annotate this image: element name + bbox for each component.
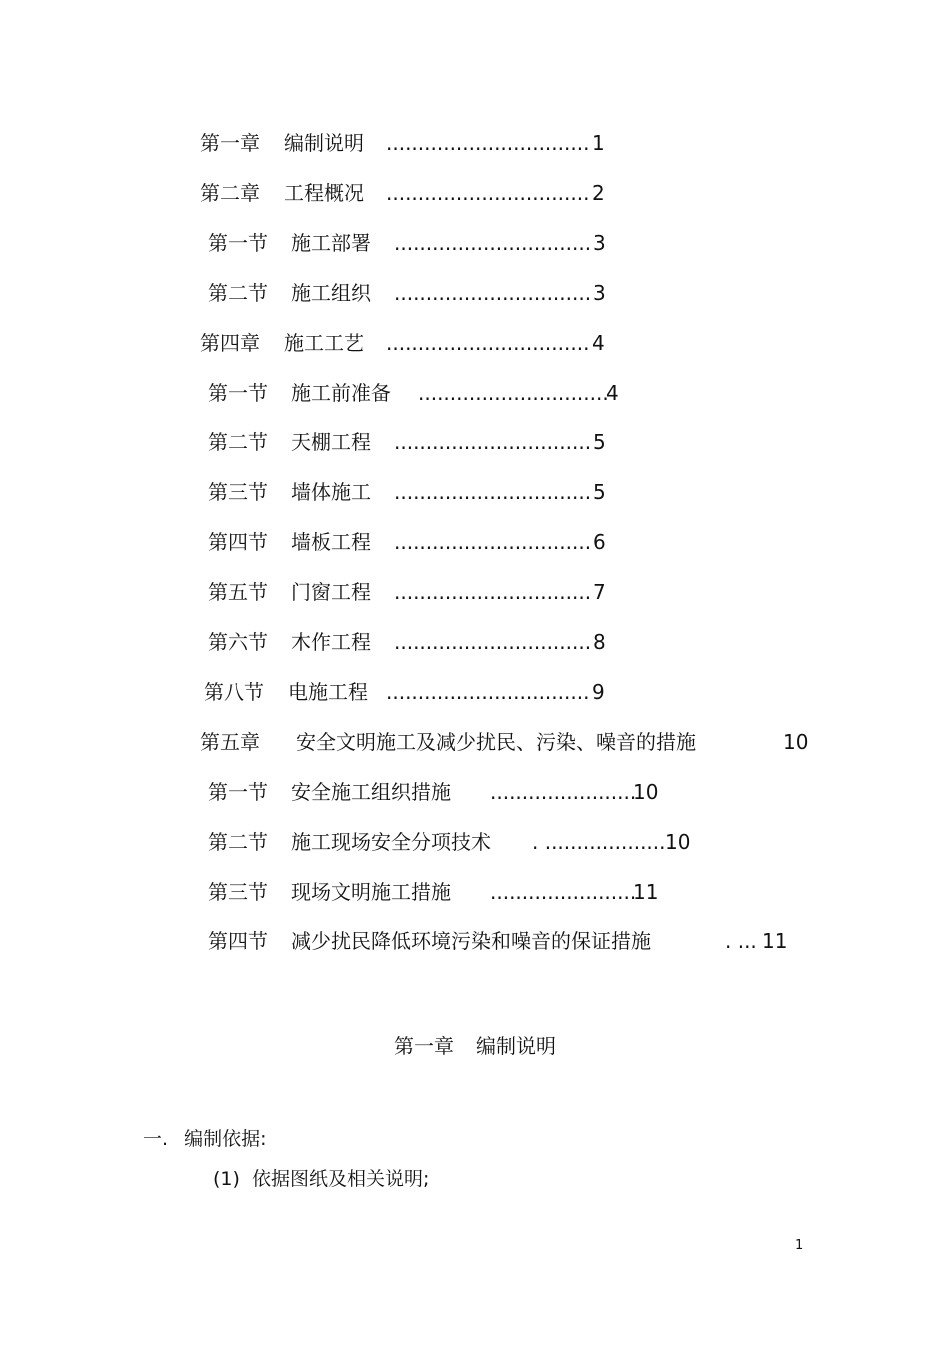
toc-entry-leader: ............................... (394, 280, 592, 305)
toc-entry-page: 1 (592, 131, 605, 155)
toc-entry-title: 工程概况 (284, 180, 364, 205)
toc-entry-title: 编制说明 (284, 131, 364, 155)
toc-entry-label: 第三节 (208, 480, 268, 505)
toc-entry-leader: ....................... (490, 879, 637, 904)
toc-entry-label: 第二节 (208, 280, 268, 305)
toc-entry-label: 第八节 (204, 679, 264, 704)
toc-entry-page: 10 (633, 779, 659, 804)
toc-entry-title: 施工前准备 (291, 380, 391, 405)
toc-entry-title: 木作工程 (291, 630, 371, 654)
toc-entry-title: 墙板工程 (291, 530, 371, 555)
toc-entry-page: 10 (665, 829, 691, 854)
toc-entry[interactable] (0, 827, 950, 857)
toc-entry-leader: .............................. (418, 380, 609, 405)
section-heading (143, 1124, 267, 1151)
toc-entry[interactable] (0, 727, 950, 757)
toc-entry-leader: . ................... (532, 829, 666, 854)
toc-entry-page: 6 (593, 530, 606, 555)
section-title: 编制依据: (184, 1128, 267, 1150)
toc-entry[interactable] (0, 378, 950, 408)
toc-entry-leader: ............................... (394, 580, 592, 605)
toc-entry-page: 3 (593, 280, 606, 305)
chapter-heading (0, 1030, 950, 1059)
toc-entry-page: 9 (592, 679, 605, 704)
toc-entry[interactable] (0, 178, 950, 208)
list-item (213, 1164, 429, 1191)
toc-entry-leader: ............................... (394, 530, 592, 555)
toc-entry-title: 施工组织 (291, 280, 371, 305)
toc-entry-page: 5 (593, 480, 606, 505)
toc-entry-title: 天棚工程 (291, 430, 371, 455)
toc-entry-title: 施工部署 (291, 230, 371, 255)
toc-entry-title: 施工工艺 (284, 330, 364, 355)
toc-entry-page: 5 (593, 430, 606, 455)
toc-entry[interactable] (0, 427, 950, 457)
toc-entry-leader: ................................ (386, 131, 590, 155)
toc-entry-title: 安全文明施工及减少扰民、污染、噪音的措施 (296, 729, 696, 754)
toc-entry-page: 3 (593, 230, 606, 255)
page-number: 1 (795, 1238, 804, 1253)
toc-entry[interactable] (0, 777, 950, 807)
toc-entry-title: 墙体施工 (291, 480, 371, 505)
toc-entry[interactable] (0, 477, 950, 507)
toc-entry-label: 第三节 (208, 879, 268, 904)
toc-entry-label: 第一节 (208, 779, 268, 804)
toc-entry[interactable] (0, 128, 950, 158)
chapter-title: 编制说明 (476, 1034, 556, 1058)
toc-entry-leader: ............................... (394, 430, 592, 455)
list-item-text: 依据图纸及相关说明; (251, 1168, 430, 1190)
toc-entry-label: 第四节 (208, 929, 268, 954)
toc-entry-page: 11 (633, 879, 659, 904)
toc-entry-title: 减少扰民降低环境污染和噪音的保证措施 (291, 929, 651, 954)
toc-entry-leader: ............................... (394, 230, 592, 255)
toc-entry-page: 2 (592, 180, 605, 205)
toc-entry-label: 第二节 (208, 430, 268, 455)
toc-entry-page: 7 (593, 580, 606, 605)
list-item-number: (1) (213, 1168, 240, 1190)
toc-entry-label: 第五章 (200, 729, 260, 754)
toc-entry-label: 第一节 (208, 230, 268, 255)
toc-entry-page: 8 (593, 630, 606, 654)
toc-entry-title: 现场文明施工措施 (291, 879, 451, 904)
toc-entry-label: 第六节 (208, 630, 268, 654)
toc-entry-page: 4 (592, 330, 605, 355)
toc-entry-leader: ................................ (386, 180, 590, 205)
toc-entry-title: 门窗工程 (291, 580, 371, 605)
toc-entry-label: 第一章 (200, 131, 260, 155)
toc-entry-label: 第四节 (208, 530, 268, 555)
toc-entry-page: 11 (762, 929, 788, 954)
toc-entry-leader: ................................ (386, 679, 590, 704)
toc-entry[interactable] (0, 577, 950, 607)
toc-entry[interactable] (0, 877, 950, 907)
toc-entry-label: 第四章 (200, 330, 260, 355)
section-number: 一. (143, 1128, 169, 1150)
toc-entry[interactable] (0, 926, 950, 956)
toc-entry-label: 第五节 (208, 580, 268, 605)
toc-entry-title: 施工现场安全分项技术 (291, 829, 491, 854)
toc-entry-label: 第二节 (208, 829, 268, 854)
toc-entry-page: 4 (606, 380, 619, 405)
toc-entry-leader: . ... (725, 929, 757, 954)
chapter-label: 第一章 (394, 1034, 454, 1058)
toc-entry-leader: ............................... (394, 480, 592, 505)
toc-entry-title: 安全施工组织措施 (291, 779, 451, 804)
toc-entry-leader: ................................ (386, 330, 590, 355)
toc-entry-page: 10 (783, 729, 809, 754)
toc-entry[interactable] (0, 328, 950, 358)
toc-entry-leader: ............................... (394, 630, 592, 654)
toc-entry-label: 第一节 (208, 380, 268, 405)
toc-entry[interactable] (0, 677, 950, 707)
toc-entry-label: 第二章 (200, 180, 260, 205)
toc-entry-title: 电施工程 (288, 679, 368, 704)
toc-entry[interactable] (0, 627, 950, 657)
toc-entry[interactable] (0, 228, 950, 258)
toc-entry-leader: ....................... (490, 779, 637, 804)
toc-entry[interactable] (0, 527, 950, 557)
toc-entry[interactable] (0, 278, 950, 308)
